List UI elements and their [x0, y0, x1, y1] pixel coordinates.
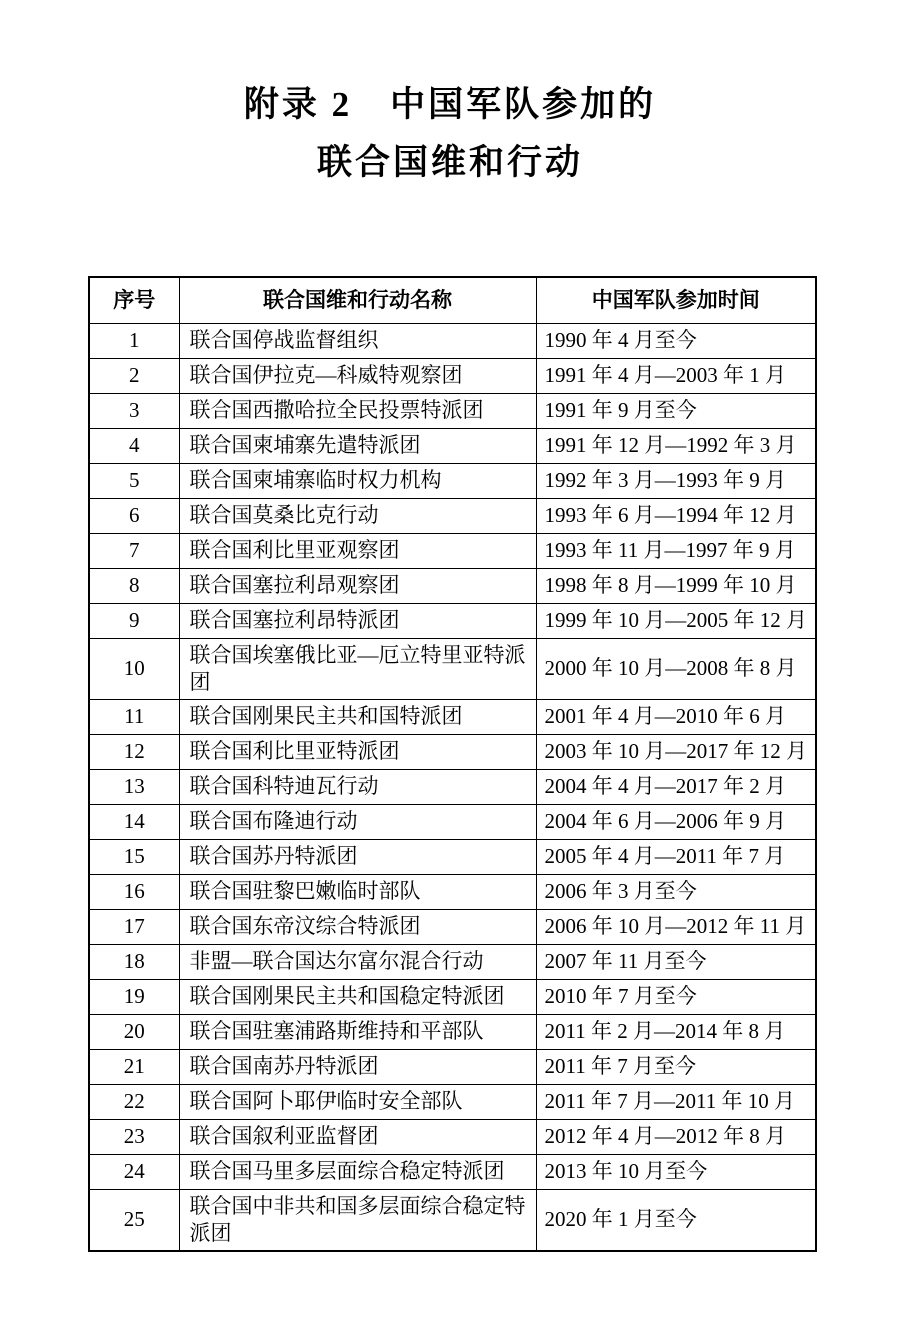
page-title-line1: 附录 2 中国军队参加的 — [243, 85, 657, 124]
row-number: 10 — [89, 638, 179, 699]
operation-name: 联合国塞拉利昂特派团 — [179, 603, 536, 638]
table-row — [89, 804, 816, 839]
operation-name: 联合国埃塞俄比亚—厄立特里亚特派团 — [179, 638, 536, 699]
row-number: 14 — [89, 804, 179, 839]
participation-period: 2000 年 10 月—2008 年 8 月 — [536, 638, 816, 699]
participation-period: 1993 年 6 月—1994 年 12 月 — [536, 498, 816, 533]
participation-period: 2020 年 1 月至今 — [536, 1189, 816, 1251]
operation-name: 联合国刚果民主共和国特派团 — [179, 699, 536, 734]
operation-name: 非盟—联合国达尔富尔混合行动 — [179, 944, 536, 979]
peacekeeping-operations-table — [88, 276, 817, 1252]
participation-period: 2006 年 10 月—2012 年 11 月 — [536, 909, 816, 944]
operation-name: 联合国阿卜耶伊临时安全部队 — [179, 1084, 536, 1119]
operation-name: 联合国利比里亚特派团 — [179, 734, 536, 769]
participation-period: 2011 年 7 月—2011 年 10 月 — [536, 1084, 816, 1119]
row-number: 5 — [89, 463, 179, 498]
table-row — [89, 323, 816, 358]
operation-name: 联合国利比里亚观察团 — [179, 533, 536, 568]
page-title-line2: 联合国维和行动 — [316, 143, 583, 182]
participation-period: 2004 年 6 月—2006 年 9 月 — [536, 804, 816, 839]
row-number: 4 — [89, 428, 179, 463]
table-row — [89, 638, 816, 699]
table-body — [89, 323, 816, 1251]
row-number: 16 — [89, 874, 179, 909]
table-row — [89, 769, 816, 804]
table-row — [89, 699, 816, 734]
participation-period: 1991 年 12 月—1992 年 3 月 — [536, 428, 816, 463]
table-row — [89, 1084, 816, 1119]
row-number: 25 — [89, 1189, 179, 1251]
operation-name: 联合国塞拉利昂观察团 — [179, 568, 536, 603]
row-number: 19 — [89, 979, 179, 1014]
participation-period: 1993 年 11 月—1997 年 9 月 — [536, 533, 816, 568]
row-number: 13 — [89, 769, 179, 804]
table-row — [89, 1189, 816, 1251]
operation-name: 联合国伊拉克—科威特观察团 — [179, 358, 536, 393]
row-number: 23 — [89, 1119, 179, 1154]
participation-period: 2004 年 4 月—2017 年 2 月 — [536, 769, 816, 804]
table-row — [89, 1119, 816, 1154]
table-row — [89, 944, 816, 979]
table-row — [89, 979, 816, 1014]
participation-period: 2011 年 7 月至今 — [536, 1049, 816, 1084]
operation-name: 联合国驻塞浦路斯维持和平部队 — [179, 1014, 536, 1049]
operation-name: 联合国驻黎巴嫩临时部队 — [179, 874, 536, 909]
row-number: 18 — [89, 944, 179, 979]
table-header — [89, 277, 816, 323]
participation-period: 2003 年 10 月—2017 年 12 月 — [536, 734, 816, 769]
header-row-number: 序号 — [89, 277, 179, 323]
table-row — [89, 393, 816, 428]
operation-name: 联合国莫桑比克行动 — [179, 498, 536, 533]
table-row — [89, 603, 816, 638]
participation-period: 2001 年 4 月—2010 年 6 月 — [536, 699, 816, 734]
row-number: 17 — [89, 909, 179, 944]
participation-period: 1999 年 10 月—2005 年 12 月 — [536, 603, 816, 638]
table-row — [89, 498, 816, 533]
table-row — [89, 1014, 816, 1049]
participation-period: 2007 年 11 月至今 — [536, 944, 816, 979]
participation-period: 1991 年 4 月—2003 年 1 月 — [536, 358, 816, 393]
participation-period: 2006 年 3 月至今 — [536, 874, 816, 909]
operation-name: 联合国刚果民主共和国稳定特派团 — [179, 979, 536, 1014]
table-row — [89, 463, 816, 498]
row-number: 24 — [89, 1154, 179, 1189]
table-row — [89, 533, 816, 568]
row-number: 11 — [89, 699, 179, 734]
participation-period: 2012 年 4 月—2012 年 8 月 — [536, 1119, 816, 1154]
operation-name: 联合国东帝汶综合特派团 — [179, 909, 536, 944]
table-row — [89, 874, 816, 909]
participation-period: 1998 年 8 月—1999 年 10 月 — [536, 568, 816, 603]
row-number: 15 — [89, 839, 179, 874]
page-title — [0, 0, 900, 192]
header-participation-period: 中国军队参加时间 — [536, 277, 816, 323]
table-row — [89, 734, 816, 769]
table-row — [89, 909, 816, 944]
operation-name: 联合国叙利亚监督团 — [179, 1119, 536, 1154]
row-number: 7 — [89, 533, 179, 568]
operation-name: 联合国中非共和国多层面综合稳定特派团 — [179, 1189, 536, 1251]
row-number: 2 — [89, 358, 179, 393]
table-row — [89, 358, 816, 393]
participation-period: 2005 年 4 月—2011 年 7 月 — [536, 839, 816, 874]
operation-name: 联合国停战监督组织 — [179, 323, 536, 358]
table-header-row — [89, 277, 816, 323]
operation-name: 联合国科特迪瓦行动 — [179, 769, 536, 804]
operation-name: 联合国马里多层面综合稳定特派团 — [179, 1154, 536, 1189]
header-operation-name: 联合国维和行动名称 — [179, 277, 536, 323]
operation-name: 联合国柬埔寨先遣特派团 — [179, 428, 536, 463]
participation-period: 2013 年 10 月至今 — [536, 1154, 816, 1189]
operation-name: 联合国柬埔寨临时权力机构 — [179, 463, 536, 498]
participation-period: 1990 年 4 月至今 — [536, 323, 816, 358]
participation-period: 1991 年 9 月至今 — [536, 393, 816, 428]
row-number: 12 — [89, 734, 179, 769]
participation-period: 2011 年 2 月—2014 年 8 月 — [536, 1014, 816, 1049]
table-row — [89, 428, 816, 463]
row-number: 20 — [89, 1014, 179, 1049]
row-number: 3 — [89, 393, 179, 428]
table-row — [89, 839, 816, 874]
participation-period: 2010 年 7 月至今 — [536, 979, 816, 1014]
row-number: 21 — [89, 1049, 179, 1084]
row-number: 8 — [89, 568, 179, 603]
row-number: 22 — [89, 1084, 179, 1119]
row-number: 9 — [89, 603, 179, 638]
operation-name: 联合国西撒哈拉全民投票特派团 — [179, 393, 536, 428]
table-row — [89, 1154, 816, 1189]
operation-name: 联合国布隆迪行动 — [179, 804, 536, 839]
table-row — [89, 568, 816, 603]
row-number: 1 — [89, 323, 179, 358]
operation-name: 联合国苏丹特派团 — [179, 839, 536, 874]
row-number: 6 — [89, 498, 179, 533]
participation-period: 1992 年 3 月—1993 年 9 月 — [536, 463, 816, 498]
operation-name: 联合国南苏丹特派团 — [179, 1049, 536, 1084]
table-row — [89, 1049, 816, 1084]
